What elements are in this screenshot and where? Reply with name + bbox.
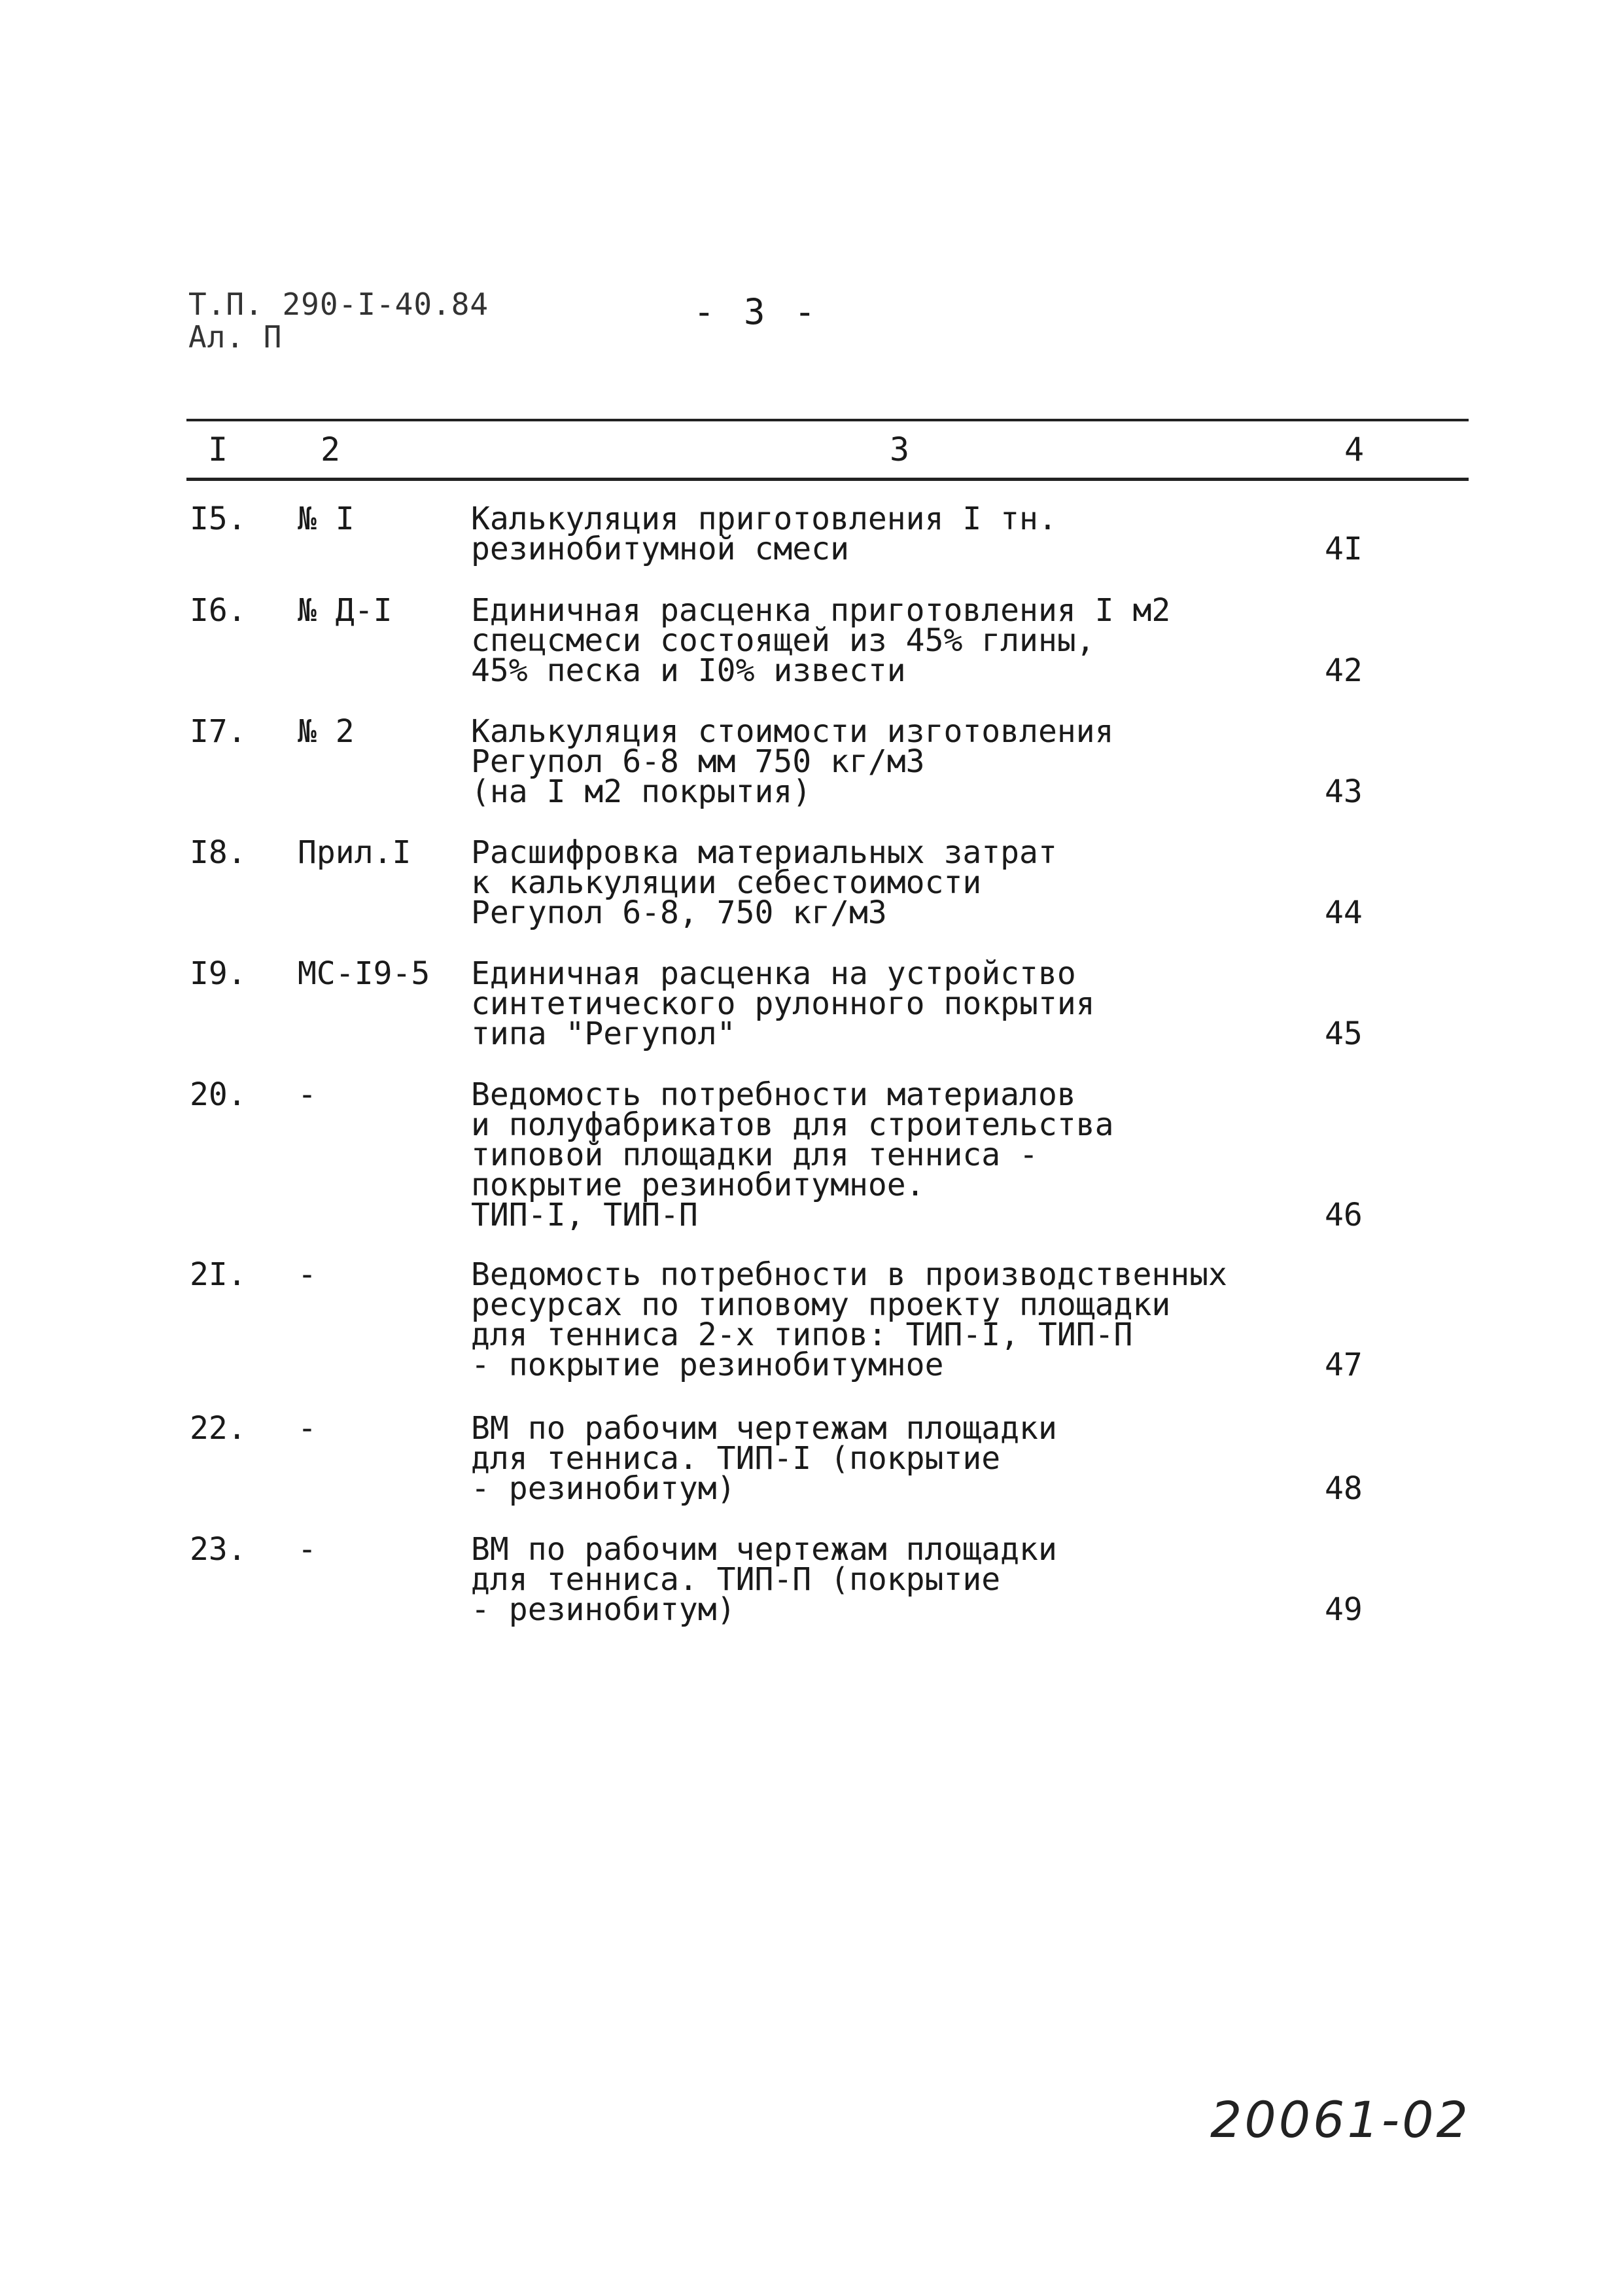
description-line: - резинобитум) bbox=[471, 1591, 736, 1628]
row-description bbox=[471, 713, 1289, 810]
description-line: - покрытие резинобитумное bbox=[471, 1347, 944, 1383]
description-line: Единичная расценка приготовления I м2 bbox=[471, 592, 1171, 629]
row-number: I5. bbox=[190, 501, 247, 537]
row-page: 42 bbox=[1325, 652, 1363, 689]
row-number: I8. bbox=[190, 834, 247, 871]
description-line: Регупол 6-8, 750 кг/м3 bbox=[471, 894, 887, 931]
description-line: резинобитумной смеси bbox=[471, 531, 849, 567]
description-line: покрытие резинобитумное. bbox=[471, 1167, 925, 1203]
row-code: № Д-I bbox=[298, 592, 393, 629]
row-code: № I bbox=[298, 501, 355, 537]
table-header-row bbox=[0, 427, 1623, 472]
description-line: Ведомость потребности материалов bbox=[471, 1076, 1076, 1113]
row-description bbox=[471, 501, 1289, 567]
description-line: Калькуляция стоимости изготовления bbox=[471, 713, 1114, 750]
table-top-rule bbox=[186, 419, 1469, 421]
row-page: 44 bbox=[1325, 894, 1363, 931]
row-number: 23. bbox=[190, 1531, 247, 1568]
row-number: 20. bbox=[190, 1076, 247, 1113]
row-page: 43 bbox=[1325, 773, 1363, 810]
row-description bbox=[471, 1076, 1289, 1233]
description-line: 45% песка и I0% извести bbox=[471, 652, 906, 689]
row-description bbox=[471, 1410, 1289, 1507]
page-number: - 3 - bbox=[693, 291, 820, 332]
document-code bbox=[188, 288, 489, 353]
row-number: I6. bbox=[190, 592, 247, 629]
document-code-line-1: Т.П. 290-I-40.84 bbox=[188, 287, 489, 322]
description-line: Регупол 6-8 мм 750 кг/м3 bbox=[471, 743, 925, 780]
row-page: 46 bbox=[1325, 1197, 1363, 1233]
row-page: 4I bbox=[1325, 531, 1363, 567]
description-line: типа "Регупол" bbox=[471, 1016, 736, 1052]
description-line: для тенниса. ТИП-П (покрытие bbox=[471, 1561, 1001, 1598]
description-line: - резинобитум) bbox=[471, 1470, 736, 1507]
row-code: - bbox=[298, 1410, 317, 1447]
description-line: Расшифровка материальных затрат bbox=[471, 834, 1057, 871]
row-description bbox=[471, 1256, 1289, 1383]
document-code-line-2: Ал. П bbox=[188, 319, 283, 355]
row-code: - bbox=[298, 1531, 317, 1568]
description-line: ресурсах по типовому проекту площадки bbox=[471, 1286, 1171, 1323]
table-header-rule bbox=[186, 478, 1469, 481]
description-line: (на I м2 покрытия) bbox=[471, 773, 812, 810]
row-page: 48 bbox=[1325, 1470, 1363, 1507]
archive-stamp-number: 20061-02 bbox=[1210, 2091, 1471, 2149]
row-number: 22. bbox=[190, 1410, 247, 1447]
description-line: ВМ по рабочим чертежам площадки bbox=[471, 1531, 1057, 1568]
description-line: для тенниса 2-х типов: ТИП-I, ТИП-П bbox=[471, 1316, 1133, 1353]
row-code: - bbox=[298, 1256, 317, 1293]
description-line: синтетического рулонного покрытия bbox=[471, 985, 1095, 1022]
column-header-4: 4 bbox=[1344, 431, 1365, 468]
row-page: 45 bbox=[1325, 1016, 1363, 1052]
row-description bbox=[471, 592, 1289, 689]
description-line: Калькуляция приготовления I тн. bbox=[471, 501, 1057, 537]
row-page: 49 bbox=[1325, 1591, 1363, 1628]
row-description bbox=[471, 955, 1289, 1052]
description-line: ТИП-I, ТИП-П bbox=[471, 1197, 698, 1233]
column-header-3: 3 bbox=[890, 431, 910, 468]
row-code: - bbox=[298, 1076, 317, 1113]
description-line: спецсмеси состоящей из 45% глины, bbox=[471, 622, 1095, 659]
description-line: ВМ по рабочим чертежам площадки bbox=[471, 1410, 1057, 1447]
description-line: к калькуляции себестоимости bbox=[471, 864, 982, 901]
description-line: для тенниса. ТИП-I (покрытие bbox=[471, 1440, 1001, 1477]
row-code: Прил.I bbox=[298, 834, 411, 871]
row-page: 47 bbox=[1325, 1347, 1363, 1383]
description-line: Единичная расценка на устройство bbox=[471, 955, 1076, 992]
row-description bbox=[471, 1531, 1289, 1628]
row-code: № 2 bbox=[298, 713, 355, 750]
row-number: I9. bbox=[190, 955, 247, 992]
column-header-1: I bbox=[208, 431, 228, 468]
description-line: и полуфабрикатов для строительства bbox=[471, 1106, 1114, 1143]
row-number: 2I. bbox=[190, 1256, 247, 1293]
row-code: МС-I9-5 bbox=[298, 955, 430, 992]
column-header-2: 2 bbox=[321, 431, 341, 468]
row-number: I7. bbox=[190, 713, 247, 750]
description-line: Ведомость потребности в производственных bbox=[471, 1256, 1227, 1293]
description-line: типовой площадки для тенниса - bbox=[471, 1137, 1038, 1173]
row-description bbox=[471, 834, 1289, 931]
